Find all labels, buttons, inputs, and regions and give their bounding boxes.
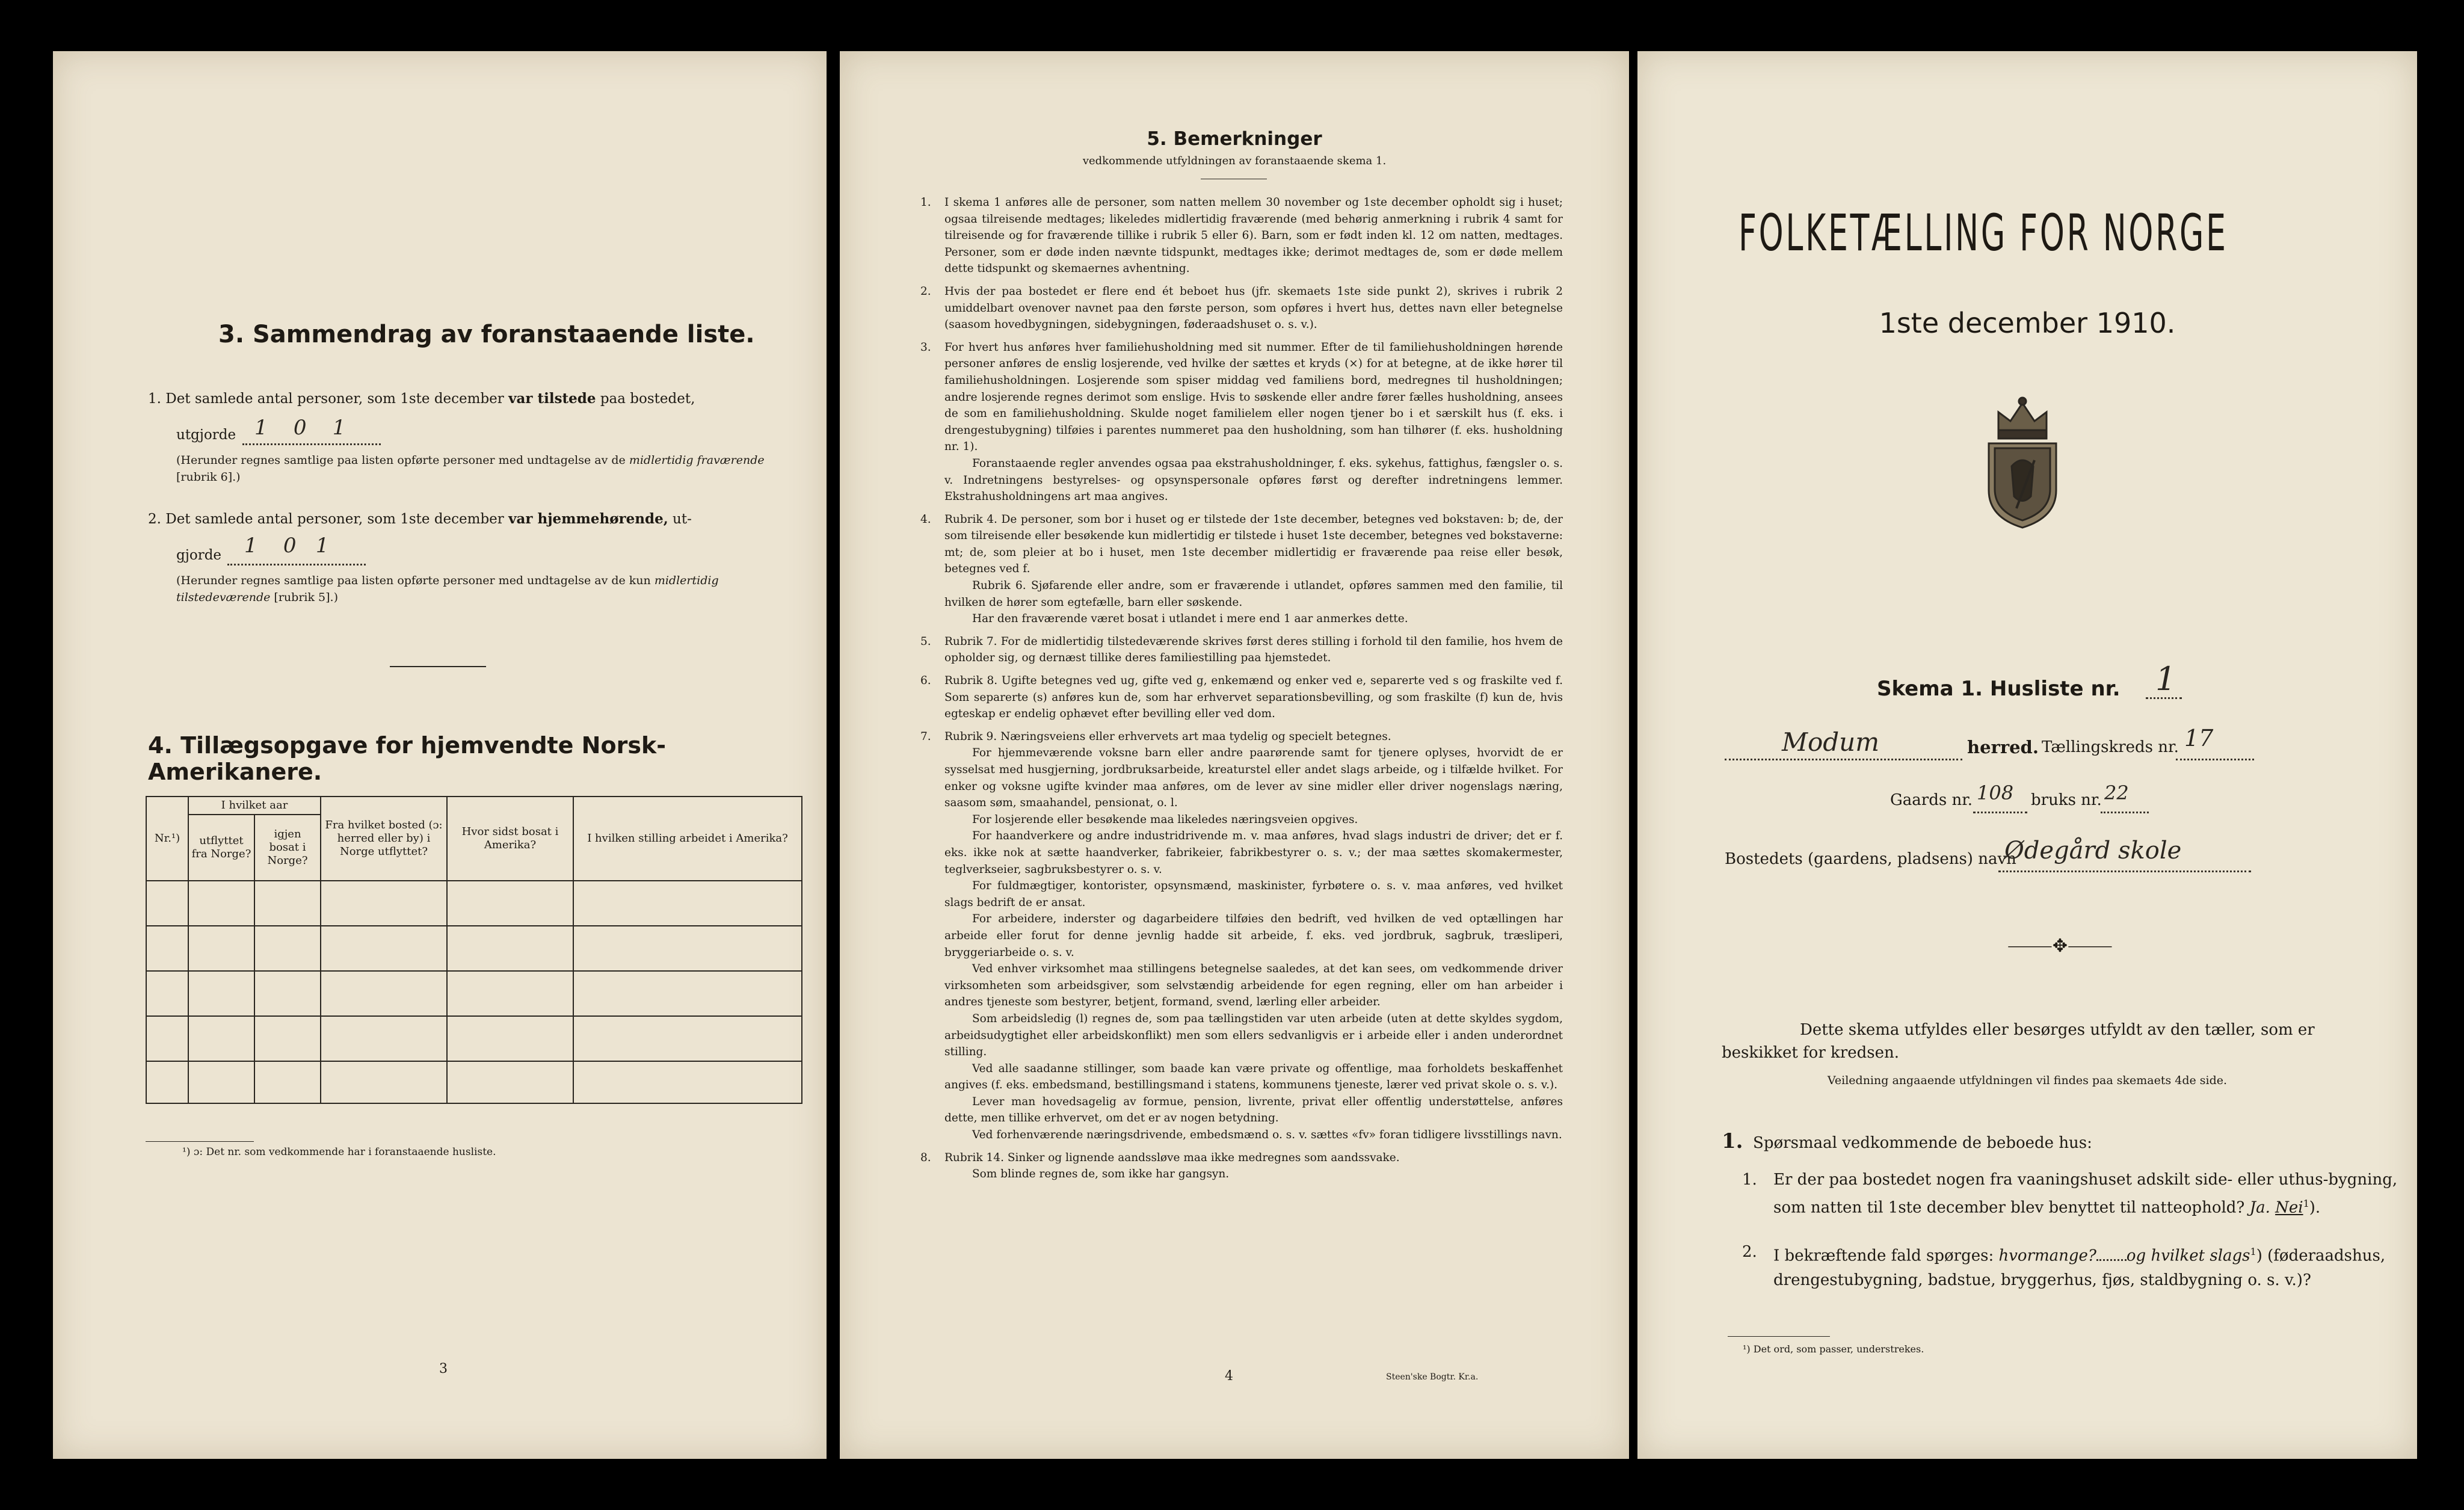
gjorde-label: gjorde (176, 547, 222, 563)
page-number: 3 (439, 1361, 448, 1376)
remark-item (907, 1150, 1563, 1183)
printer-credit: Steen'ske Bogtr. Kr.a. (1386, 1372, 1479, 1382)
remark-paragraph: I skema 1 anføres alle de personer, som natten mellem 30 november og 1ste december opholdt sig i huset; ogsaa tilreisende medtages; likeledes midlertidig fraværende (med behørig anmerkning i rubrik 4 samt for tilreisende og for fraværende tillike i rubrik 5 eller 6). Barn, som er født inden kl. 12 om natten, medtages. Personer, som er døde inden nævnte tidspunkt, medtages ikke; derimot medtages de, som er døde mellem dette tidspunkt og skemaernes avhentning. (944, 196, 1563, 276)
summary-note-1: (Herunder regnes samtlige paa listen opførte personer med undtagelse av de midlertidig fraværende [rubrik 6].) (176, 454, 765, 484)
bruks-field[interactable]: 22 (2101, 789, 2149, 813)
gaards-field[interactable]: 108 (1973, 789, 2027, 813)
remark-paragraph: For losjerende eller besøkende maa likeledes næringsveien opgives. (972, 813, 1358, 826)
census-title: FOLKETÆLLING FOR NORGE (1739, 203, 2228, 262)
col-stilling: I hvilken stilling arbeidet i Amerika? (573, 797, 802, 881)
remark-paragraph: For haandverkere og andre industridrivende m. v. maa anføres, hvad slags industri de driver; det er f. eks. ikke nok at sætte haandverker, fabrikeier, fabrikbestyrer o. s. v.; der maa sættes skomakermester, teglverkseier, sagbruksbestyrer o. s. v. (944, 830, 1563, 876)
resident-count-field[interactable]: 1 0 1 (227, 543, 366, 565)
page-number: 4 (1225, 1369, 1233, 1384)
kreds-field[interactable]: 17 (2176, 735, 2254, 760)
remark-paragraph: Rubrik 4. De personer, som bor i huset og er tilstede der 1ste december, betegnes ved bokstaven: b; de, der som tilreisende eller besøkende kun midlertidig er tilstede i huset 1ste december, betegnes ved bokstaverne: mt; de, som pleier at bo i huset, men 1ste december midlertidig er fraværende paa reise eller besøk, betegnes ved f. (944, 513, 1563, 576)
remark-item (907, 511, 1563, 627)
remark-paragraph: Som arbeidsledig (l) regnes de, som paa tællingstiden var uten arbeide (uten at dette skyldes sygdom, arbeidsudygtighet eller arbeidskonflikt) men som ellers sedvanligvis er i arbeide eller i anden underordnet stilling. (944, 1012, 1563, 1059)
census-date: 1ste december 1910. (1879, 307, 2176, 339)
bosted-label: Bostedets (gaardens, pladsens) navn (1725, 850, 2016, 868)
col-nr: Nr.¹) (146, 797, 188, 881)
remarks-list (907, 194, 1563, 1189)
ornament-icon: ⸻✥⸻ (2007, 935, 2113, 957)
herred-field[interactable]: Modum (1725, 735, 1962, 760)
col-group-year: I hvilket aar (188, 797, 321, 815)
table-footnote: ¹) ɔ: Det nr. som vedkommende har i foranstaaende husliste. (182, 1146, 496, 1158)
remark-item (907, 339, 1563, 505)
summary-note-2: (Herunder regnes samtlige paa listen opførte personer med undtagelse av de kun midlertidig tilstedeværende [rubrik 5].) (176, 574, 719, 604)
remark-paragraph: For hjemmeværende voksne barn eller andre paarørende samt for tjenere oplyses, hvorvidt de er sysselsat med husgjerning, jordbruksarbeide, kreaturstel eller andet slags arbeide, og i tilfælde hvilket. For enker og voksne ugifte kvinder maa anføres, om de lever av sine midler eller driver nogenslags næring, saasom søm, smaahandel, pensionat, o. l. (944, 747, 1563, 810)
page-right (1637, 51, 2417, 1459)
footnote-rule (1728, 1336, 1830, 1337)
col-hvor: Hvor sidst bosat i Amerika? (447, 797, 573, 881)
remark-number: 8. (920, 1151, 931, 1164)
intro-text: Dette skema utfyldes eller besørges utfyldt av den tæller, som er beskikket for kredsen. (1722, 1021, 2315, 1062)
remark-paragraph: Som blinde regnes de, som ikke har gangsyn. (972, 1168, 1230, 1181)
herred-label: herred. (1967, 737, 2039, 757)
remark-paragraph: For fuldmægtiger, kontorister, opsynsmænd, maskinister, fyrbøtere o. s. v. maa anføres, ved hvilket slags bedrift de er ansat. (944, 880, 1563, 909)
hvormange-field[interactable] (2096, 1259, 2127, 1261)
answer-ja[interactable]: Ja. (2249, 1198, 2270, 1217)
question-1: 1. Er der paa bostedet nogen fra vaaningshuset adskilt side- eller uthus-bygning, som natten til 1ste december blev benyttet til natteophold? Ja. Nei$^1$). (1742, 1171, 2398, 1217)
col-utflyttet: utflyttet fra Norge? (188, 815, 254, 881)
remark-paragraph: For arbeidere, inderster og dagarbeidere tilføies den bedrift, ved hvilken de ved optællingen har arbeide eller forut for denne jevnlig hadde sit arbeide, f. eks. ved jordbruk, sagbruk, træsliperi, bryggeriarbeide o. s. v. (944, 913, 1563, 959)
remarks-title: 5. Bemerkninger (1147, 128, 1322, 150)
intro-note: Veiledning angaaende utfyldningen vil findes paa skemaets 4de side. (1827, 1074, 2228, 1087)
remark-paragraph: Har den fraværende været bosat i utlandet i mere end 1 aar anmerkes dette. (972, 612, 1408, 626)
gaards-label: Gaards nr. (1890, 791, 1973, 809)
summary-item-2: 2. Det samlede antal personer, som 1ste december var hjemmehørende, ut- (148, 511, 692, 527)
table-row (146, 1016, 802, 1061)
answer-nei[interactable]: Nei (2275, 1198, 2303, 1217)
remark-paragraph: Rubrik 9. Næringsveiens eller erhvervets art maa tydelig og specielt betegnes. (944, 730, 1391, 743)
remark-number: 6. (920, 674, 931, 688)
remark-item (907, 194, 1563, 277)
remark-paragraph: Ved enhver virksomhet maa stillingens betegnelse saaledes, at det kan sees, om vedkommende driver virksomheten som arbeidsgiver, som selvstændig arbeidende for egen regning, eller om han arbeider i andres tjeneste som bestyrer, betjent, formand, svend, lærling eller arbeider. (944, 963, 1563, 1009)
remark-paragraph: Rubrik 14. Sinker og lignende aandssløve maa ikke medregnes som aandssvake. (944, 1151, 1400, 1164)
remark-number: 2. (920, 285, 931, 298)
remark-item (907, 673, 1563, 723)
remark-number: 4. (920, 513, 931, 526)
table-row (146, 1061, 802, 1103)
question-2: 2. I bekræftende fald spørges: hvormange? og hvilket slags$^1$) (føderaadshus, drengestubygning, badstue, bryggerhus, fjøs, staldbygning o. s. v.)? (1742, 1243, 2386, 1289)
remark-number: 3. (920, 341, 931, 354)
question-heading: 1. Spørsmaal vedkommende de beboede hus: (1722, 1129, 2092, 1153)
bosted-field[interactable]: Ødegård skole (1998, 846, 2251, 872)
remark-paragraph: Ved alle saadanne stillinger, som baade kan være private og offentlige, maa forholdets beskaffenhet angives (f. eks. embedsmand, bestillingsmand i statens, kommunens tjeneste, lærer ved privat skole o. s. v.). (944, 1062, 1563, 1092)
bruks-label: bruks nr. (2031, 791, 2102, 809)
summary-item-1: 1. Det samlede antal personer, som 1ste december var tilstede paa bostedet, (148, 390, 695, 407)
kreds-label: Tællingskreds nr. (2042, 738, 2179, 756)
skema-label: Skema 1. Husliste nr. (1877, 677, 2121, 701)
remark-paragraph: Rubrik 6. Sjøfarende eller andre, som er fraværende i utlandet, opføres sammen med den familie, til hvilken de hører som egtefælle, barn eller søskende. (944, 579, 1563, 609)
remark-number: 1. (920, 196, 931, 209)
page3-footnote: ¹) Det ord, som passer, understrekes. (1743, 1343, 1924, 1355)
remark-paragraph: Foranstaaende regler anvendes ogsaa paa ekstrahusholdninger, f. eks. sykehus, fattighus, fængsler o. s. v. Indretningens bestyrelses- og opsynspersonale opføres først og derefter indretningens lemmer. Ekstrahusholdningens art maa angives. (944, 457, 1563, 504)
remark-paragraph: For hvert hus anføres hver familiehusholdning med sit nummer. Efter de til familiehusholdningen hørende personer anføres de enslig losjerende, ved hvilke der sættes et kryds (×) for at betegne, at de ikke hører til familiehusholdningen. Losjerende som spiser middag ved familiens bord, medregnes til husholdningen; andre losjerende regnes derimot som enslige. Hvis to søskende eller andre fører fælles husholdning, ansees de som en familiehusholdning. Skulde noget familielem eller nogen tjener bo i et særskilt hus (f. eks. i drengestubygning) tilføies i parentes nummeret paa den husholdning, som han tilhører (f. eks. husholdning nr. 1). (944, 341, 1563, 454)
remark-item (907, 633, 1563, 667)
col-fra: Fra hvilket bosted (ɔ: herred eller by) i Norge utflyttet? (321, 797, 447, 881)
coat-of-arms-icon (1974, 388, 2071, 532)
remark-paragraph: Hvis der paa bostedet er flere end ét beboet hus (jfr. skemaets 1ste side punkt 2), skrives i rubrik 2 umiddelbart ovenover navnet paa den første person, som opføres i hvert hus, dettes navn eller betegnelse (saasom hovedbygningen, sidebygningen, føderaadshuset o. s. v.). (944, 285, 1563, 331)
remark-paragraph: Ved forhenværende næringsdrivende, embedsmænd o. s. v. sættes «fv» foran tidligere livsstillings navn. (972, 1129, 1562, 1142)
utgjorde-label: utgjorde (176, 427, 236, 443)
remark-item (907, 729, 1563, 1144)
page-left (53, 51, 827, 1459)
section-3-title: 3. Sammendrag av foranstaaende liste. (218, 321, 755, 348)
table-row (146, 881, 802, 926)
remark-number: 7. (920, 730, 931, 743)
remark-paragraph: Rubrik 7. For de midlertidig tilstedeværende skrives først deres stilling i forhold til den familie, hos hvem de opholder sig, og dernæst tillike deres familiestilling paa hjemstedet. (944, 635, 1563, 665)
husliste-nr-field[interactable]: 1 (2146, 673, 2182, 699)
table-row (146, 926, 802, 971)
page-middle (840, 51, 1629, 1459)
remark-paragraph: Lever man hovedsagelig av formue, pension, livrente, privat eller offentlig understøttelse, anføres dette, men tillike erhvervet, om det er av nogen betydning. (944, 1095, 1563, 1125)
remark-paragraph: Rubrik 8. Ugifte betegnes ved ug, gifte ved g, enkemænd og enker ved e, separerte ved s og fraskilte ved f. Som separerte (s) anføres kun de, som har erhvervet separationsbevilling, og som fraskilte (f) kun de, hvis egteskap er endelig ophævet efter bevilling eller ved dom. (944, 674, 1563, 721)
remark-number: 5. (920, 635, 931, 648)
section-4-title: 4. Tillægsopgave for hjemvendte Norsk-Amerikanere. (148, 732, 666, 785)
norsk-amerikanere-table (146, 796, 802, 1104)
remark-item (907, 283, 1563, 333)
divider (390, 666, 486, 667)
remarks-subtitle: vedkommende utfyldningen av foranstaaende skema 1. (1082, 155, 1387, 167)
table-row (146, 971, 802, 1016)
present-count-field[interactable]: 1 0 1 (242, 423, 381, 445)
footnote-rule (146, 1141, 254, 1142)
col-igjen: igjen bosat i Norge? (254, 815, 321, 881)
